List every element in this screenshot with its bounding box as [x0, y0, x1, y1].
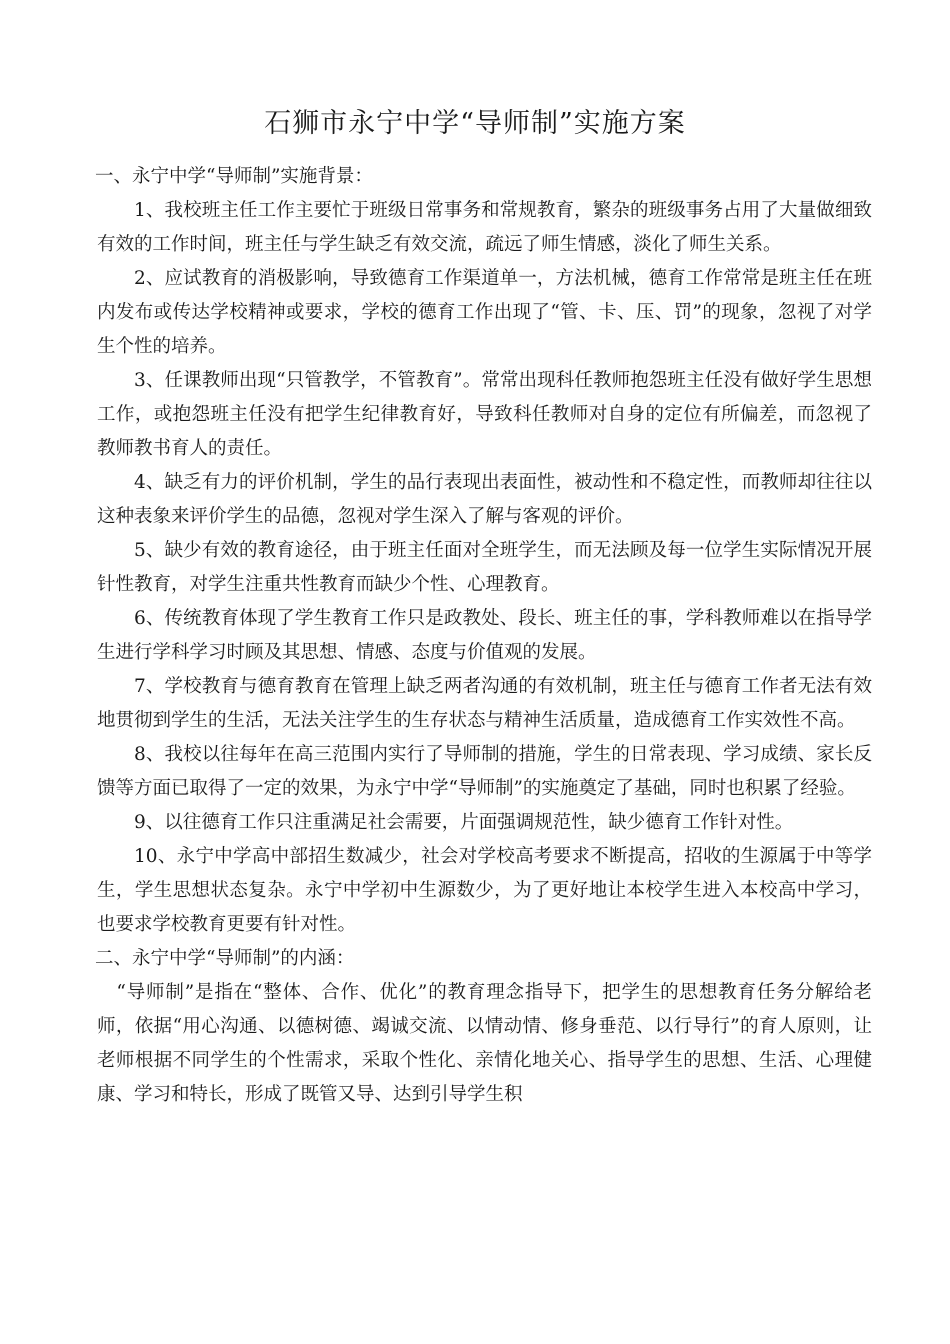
background-item-7: 7、学校教育与德育教育在管理上缺乏两者沟通的有效机制，班主任与德育工作者无法有效地贯彻到学生的生活，无法关注学生的生存状态与精神生活质量，造成德育工作实效性不高。	[97, 676, 872, 731]
background-item-3: 3、任课教师出现“只管教学，不管教育”。常常出现科任教师抱怨班主任没有做好学生思想工作，或抱怨班主任没有把学生纪律教育好，导致科任教师对自身的定位有所偏差，而忽视了教师教书育人的责任。	[97, 370, 872, 459]
section-heading-background: 一、永宁中学“导师制”实施背景：	[95, 166, 373, 187]
background-item-1: 1、我校班主任工作主要忙于班级日常事务和常规教育，繁杂的班级事务占用了大量做细致有效的工作时间，班主任与学生缺乏有效交流，疏远了师生情感，淡化了师生关系。	[97, 200, 872, 255]
connotation-paragraph: “导师制”是指在“整体、合作、优化”的教育理念指导下，把学生的思想教育任务分解给老师，依据“用心沟通、以德树德、竭诚交流、以情动情、修身垂范、以行导行”的育人原则，让老师根据不同学生的个性需求，采取个性化、亲情化地关心、指导学生的思想、生活、心理健康、学习和特长，形成了既管又导、达到引导学生积	[97, 982, 872, 1105]
background-item-9: 9、以往德育工作只注重满足社会需要，片面强调规范性，缺少德育工作针对性。	[134, 812, 794, 833]
background-item-4: 4、缺乏有力的评价机制，学生的品行表现出表面性，被动性和不稳定性，而教师却往往以这种表象来评价学生的品德，忽视对学生深入了解与客观的评价。	[97, 472, 872, 527]
document-body	[97, 160, 872, 1112]
background-item-2: 2、应试教育的消极影响，导致德育工作渠道单一，方法机械，德育工作常常是班主任在班内发布或传达学校精神或要求，学校的德育工作出现了“管、卡、压、罚”的现象，忽视了对学生个性的培养。	[97, 268, 872, 357]
background-item-10: 10、永宁中学高中部招生数减少，社会对学校高考要求不断提高，招收的生源属于中等学生，学生思想状态复杂。永宁中学初中生源数少，为了更好地让本校学生进入本校高中学习，也要求学校教育更要有针对性。	[97, 846, 872, 935]
section-heading-connotation: 二、永宁中学“导师制”的内涵：	[95, 948, 355, 969]
background-item-8: 8、我校以往每年在高三范围内实行了导师制的措施，学生的日常表现、学习成绩、家长反馈等方面已取得了一定的效果，为永宁中学“导师制”的实施奠定了基础，同时也积累了经验。	[97, 744, 872, 799]
document-title: 石狮市永宁中学“导师制”实施方案	[264, 108, 686, 139]
background-item-6: 6、传统教育体现了学生教育工作只是政教处、段长、班主任的事，学科教师难以在指导学生进行学科学习时顾及其思想、情感、态度与价值观的发展。	[97, 608, 872, 663]
background-item-5: 5、缺少有效的教育途径，由于班主任面对全班学生，而无法顾及每一位学生实际情况开展针性教育，对学生注重共性教育而缺少个性、心理教育。	[97, 540, 872, 595]
